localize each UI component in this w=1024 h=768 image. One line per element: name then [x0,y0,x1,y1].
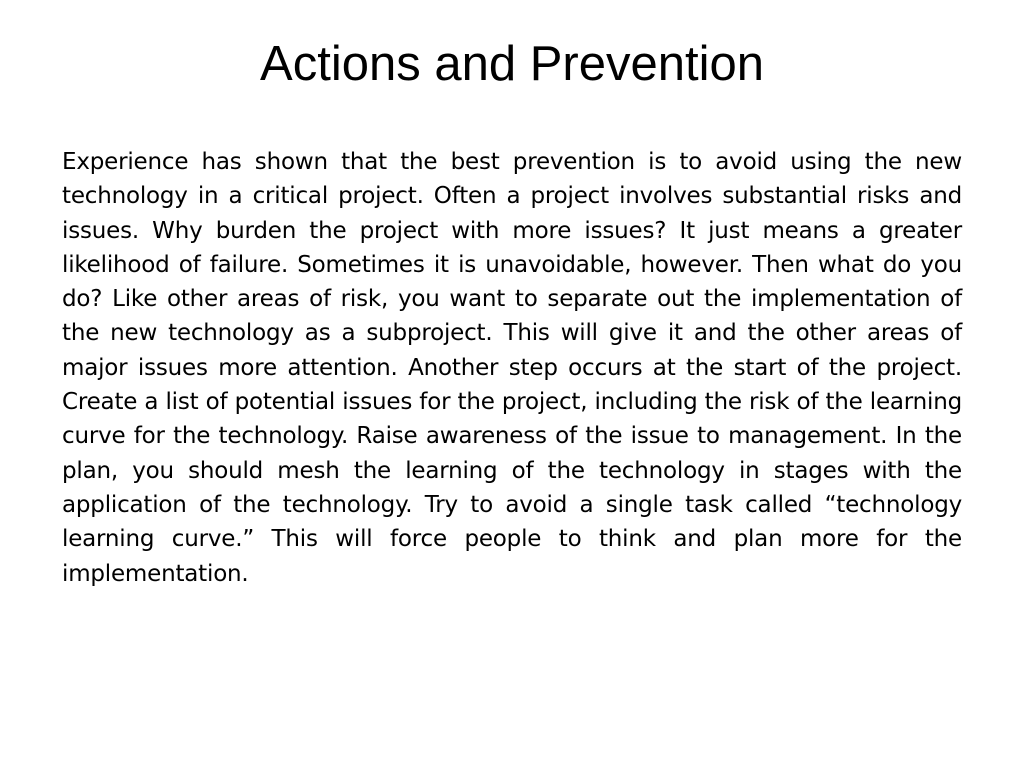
slide-body-text: Experience has shown that the best prevention is to avoid using the new technology in a critical project. Often a project involves substantial risks and issues. Why burden the project with more issues? It just means a greater likelihood of failure. Sometimes it is unavoidable, however. Then what do you do? Like other areas of risk, you want to separate out the implementation of the new technology as a subproject. This will give it and the other areas of major issues more attention. Another step occurs at the start of the project. Create a list of potential issues for the project, including the risk of the learning curve for the technology. Raise awareness of the issue to management. In the plan, you should mesh the learning of the technology in stages with the application of the technology. Try to avoid a single task called “technology learning curve.” This will force people to think and plan more for the implementation. [62,149,962,587]
slide-title: Actions and Prevention [260,37,764,91]
